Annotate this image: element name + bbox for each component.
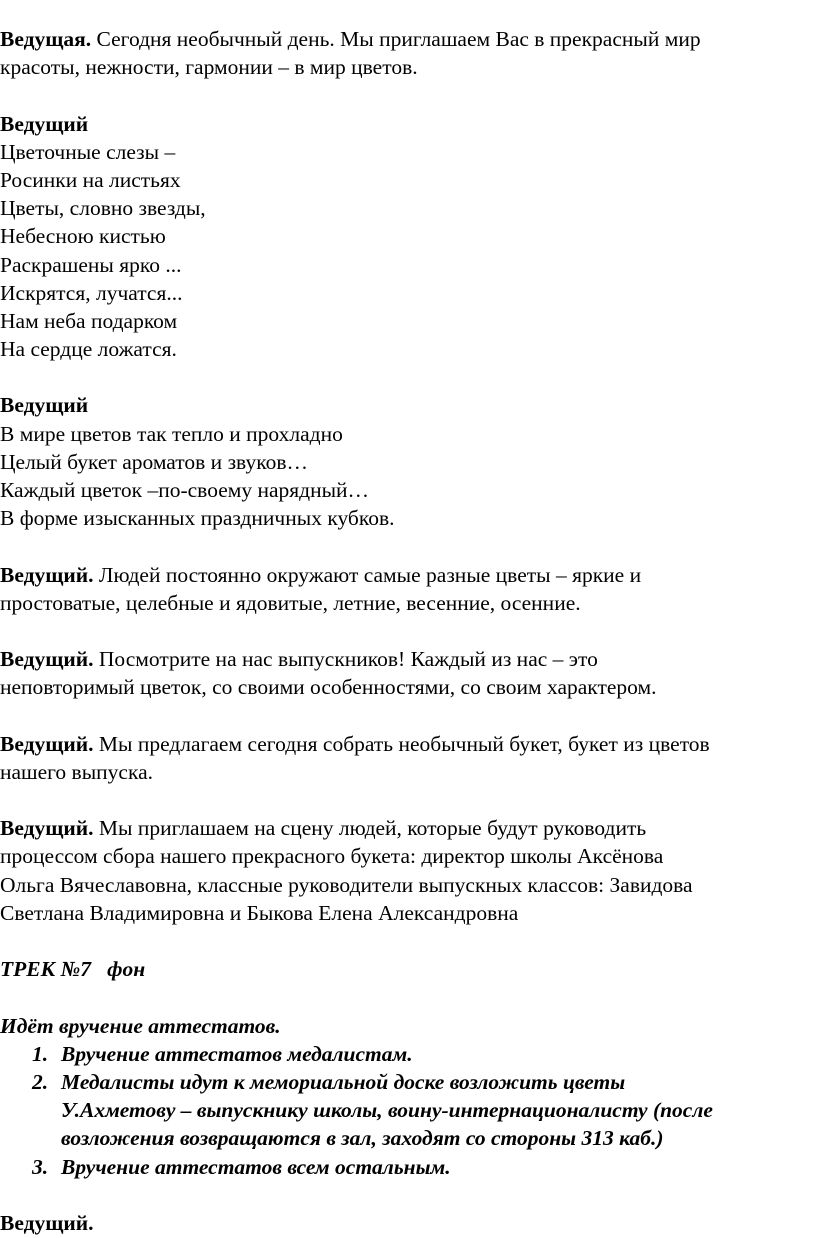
blank-line <box>0 1181 816 1209</box>
paragraph-line <box>0 645 816 673</box>
blank-line <box>0 617 816 645</box>
paragraph-text: Сегодня необычный день. Мы приглашаем Вас в прекрасный мир <box>91 27 701 51</box>
paragraph-text: Мы предлагаем сегодня собрать необычный букет, букет из цветов <box>93 731 710 756</box>
poem-line: Раскрашены ярко ... <box>0 252 182 277</box>
blank-line <box>0 702 816 730</box>
poem-line: В форме изысканных праздничных кубков. <box>0 506 395 531</box>
blank-line <box>0 81 816 109</box>
list-item-text: Медалисты идут к мемориальной доске возложить цветы <box>61 1069 626 1094</box>
ceremony-intro: Идёт вручение аттестатов. <box>0 1013 281 1038</box>
speaker-label: Ведущая. <box>0 27 92 51</box>
blank-line <box>0 363 816 391</box>
paragraph-text: нашего выпуска. <box>0 759 153 784</box>
paragraph-text: красоты, нежности, гармонии – в мир цветов. <box>0 55 418 80</box>
paragraph-text: Людей постоянно окружают самые разные цветы – яркие и <box>93 562 642 587</box>
list-number: 2. <box>32 1069 49 1094</box>
poem-line: В мире цветов так тепло и прохладно <box>0 421 343 446</box>
paragraph-text: неповторимый цветок, со своими особенностями, со своим характером. <box>0 675 657 700</box>
speaker-label: Ведущий <box>0 111 89 136</box>
list-item <box>0 1153 816 1181</box>
poem-line: Искрятся, лучатся... <box>0 280 183 305</box>
paragraph-text: Посмотрите на нас выпускников! Каждый из нас – это <box>93 647 598 672</box>
paragraph-text: Светлана Владимировна и Быкова Елена Александровна <box>0 900 519 925</box>
list-item <box>0 1068 816 1153</box>
list-number: 1. <box>32 1041 49 1066</box>
paragraph-line <box>0 814 816 842</box>
paragraph-text: Ольга Вячеславовна, классные руководители выпускных классов: Завидова <box>0 872 693 897</box>
blank-line <box>0 786 816 814</box>
ceremony-list <box>0 1040 816 1181</box>
speaker-label: Ведущий. <box>0 731 94 756</box>
list-item-text: Вручение аттестатов всем остальным. <box>61 1154 451 1179</box>
speaker-label: Ведущий. <box>0 1210 94 1235</box>
speaker-label: Ведущий. <box>0 816 94 841</box>
poem-line: Цветочные слезы – <box>0 139 176 164</box>
paragraph-line <box>0 730 816 758</box>
paragraph-text: Мы приглашаем на сцену людей, которые будут руководить <box>93 816 647 841</box>
poem-line: Небесною кистью <box>0 224 166 249</box>
poem-line: Росинки на листьях <box>0 167 181 192</box>
blank-line <box>0 927 816 955</box>
poem-line: Каждый цветок –по-своему нарядный… <box>0 478 370 502</box>
paragraph-line <box>0 25 816 53</box>
list-item <box>0 1040 816 1068</box>
blank-line <box>0 983 816 1011</box>
poem-line: На сердце ложатся. <box>0 337 177 362</box>
track-label: ТРЕК №7 фон <box>0 957 146 982</box>
poem-line: Цветы, словно звезды, <box>0 196 206 221</box>
paragraph-line <box>0 561 816 589</box>
list-item-text: Вручение аттестатов медалистам. <box>61 1041 413 1066</box>
list-number: 3. <box>32 1154 49 1179</box>
paragraph-text: процессом сбора нашего прекрасного букета: директор школы Аксёнова <box>0 844 664 869</box>
document-page <box>0 25 816 1237</box>
paragraph-text: простоватые, целебные и ядовитые, летние, весенние, осенние. <box>0 590 581 615</box>
list-item-text: возложения возвращаются в зал, заходят со стороны 313 каб.) <box>61 1126 664 1151</box>
poem-line: Нам неба подарком <box>0 308 178 333</box>
blank-line <box>0 532 816 560</box>
poem-line: Целый букет ароматов и звуков… <box>0 449 308 474</box>
speaker-label: Ведущий <box>0 393 89 418</box>
speaker-label: Ведущий. <box>0 647 94 672</box>
list-item-text: У.Ахметову – выпускнику школы, воину-интернационалисту (после <box>61 1098 713 1123</box>
speaker-label: Ведущий. <box>0 562 94 587</box>
